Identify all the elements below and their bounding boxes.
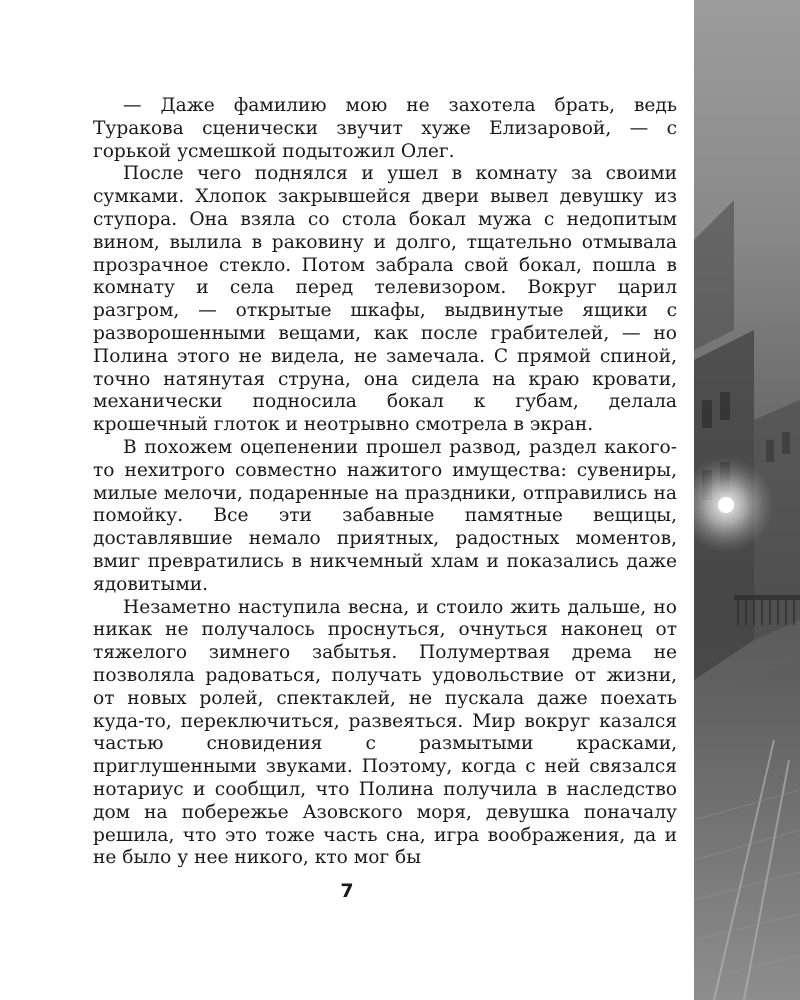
page-number: 7 <box>340 880 354 902</box>
paragraph-2: После чего поднялся и ушел в комнату за своими сумками. Хлопок закрывшейся двери вывел девушку из ступора. Она взяла со стола бокал мужа с недопитым вином, вылила в раковину и долго, тщательно отмывала прозрачное стекло. Потом забрала свой бокал, пошла в комнату и села перед телевизором. Вокруг царил разгром, — открытые шкафы, выдвинутые ящики с разворошенными вещами, как после грабителей, — но Полина этого не видела, не замечала. С прямой спиной, точно натянутая струна, она сидела на краю кровати, механически подносила бокал к губам, делала крошечный глоток и неотрывно смотрела в экран. <box>93 163 677 436</box>
paragraph-1: — Даже фамилию мою не захотела брать, ведь Туракова сценически звучит хуже Елизаровой, — с горькой усмешкой подытожил Олег. <box>93 95 677 162</box>
side-photo-strip <box>694 0 800 1000</box>
night-street-icon <box>694 0 800 1000</box>
paragraph-3: В похожем оцепенении прошел развод, раздел какого-то нехитрого совместно нажитого имущества: сувениры, милые мелочи, подаренные на праздники, отправились на помойку. Все эти забавные памятные вещицы, доставлявшие немало приятных, радостных моментов, вмиг превратились в никчемный хлам и показались даже ядовитыми. <box>93 436 677 595</box>
body-text <box>93 95 677 870</box>
paragraph-4: Незаметно наступила весна, и стоило жить дальше, но никак не получалось проснуться, очнуться наконец от тяжелого зимнего забытья. Полумертвая дрема не позволяла радоваться, получать удовольствие от жизни, от новых ролей, спектаклей, не пускала даже поехать куда-то, переключиться, развеяться. Мир вокруг казался частью сновидения с размытыми красками, приглушенными звуками. Поэтому, когда с ней связался нотариус и сообщил, что Полина получила в наследство дом на побережье Азовского моря, девушка поначалу решила, что это тоже часть сна, игра воображения, да и не было у нее никого, кто мог бы <box>93 596 677 869</box>
